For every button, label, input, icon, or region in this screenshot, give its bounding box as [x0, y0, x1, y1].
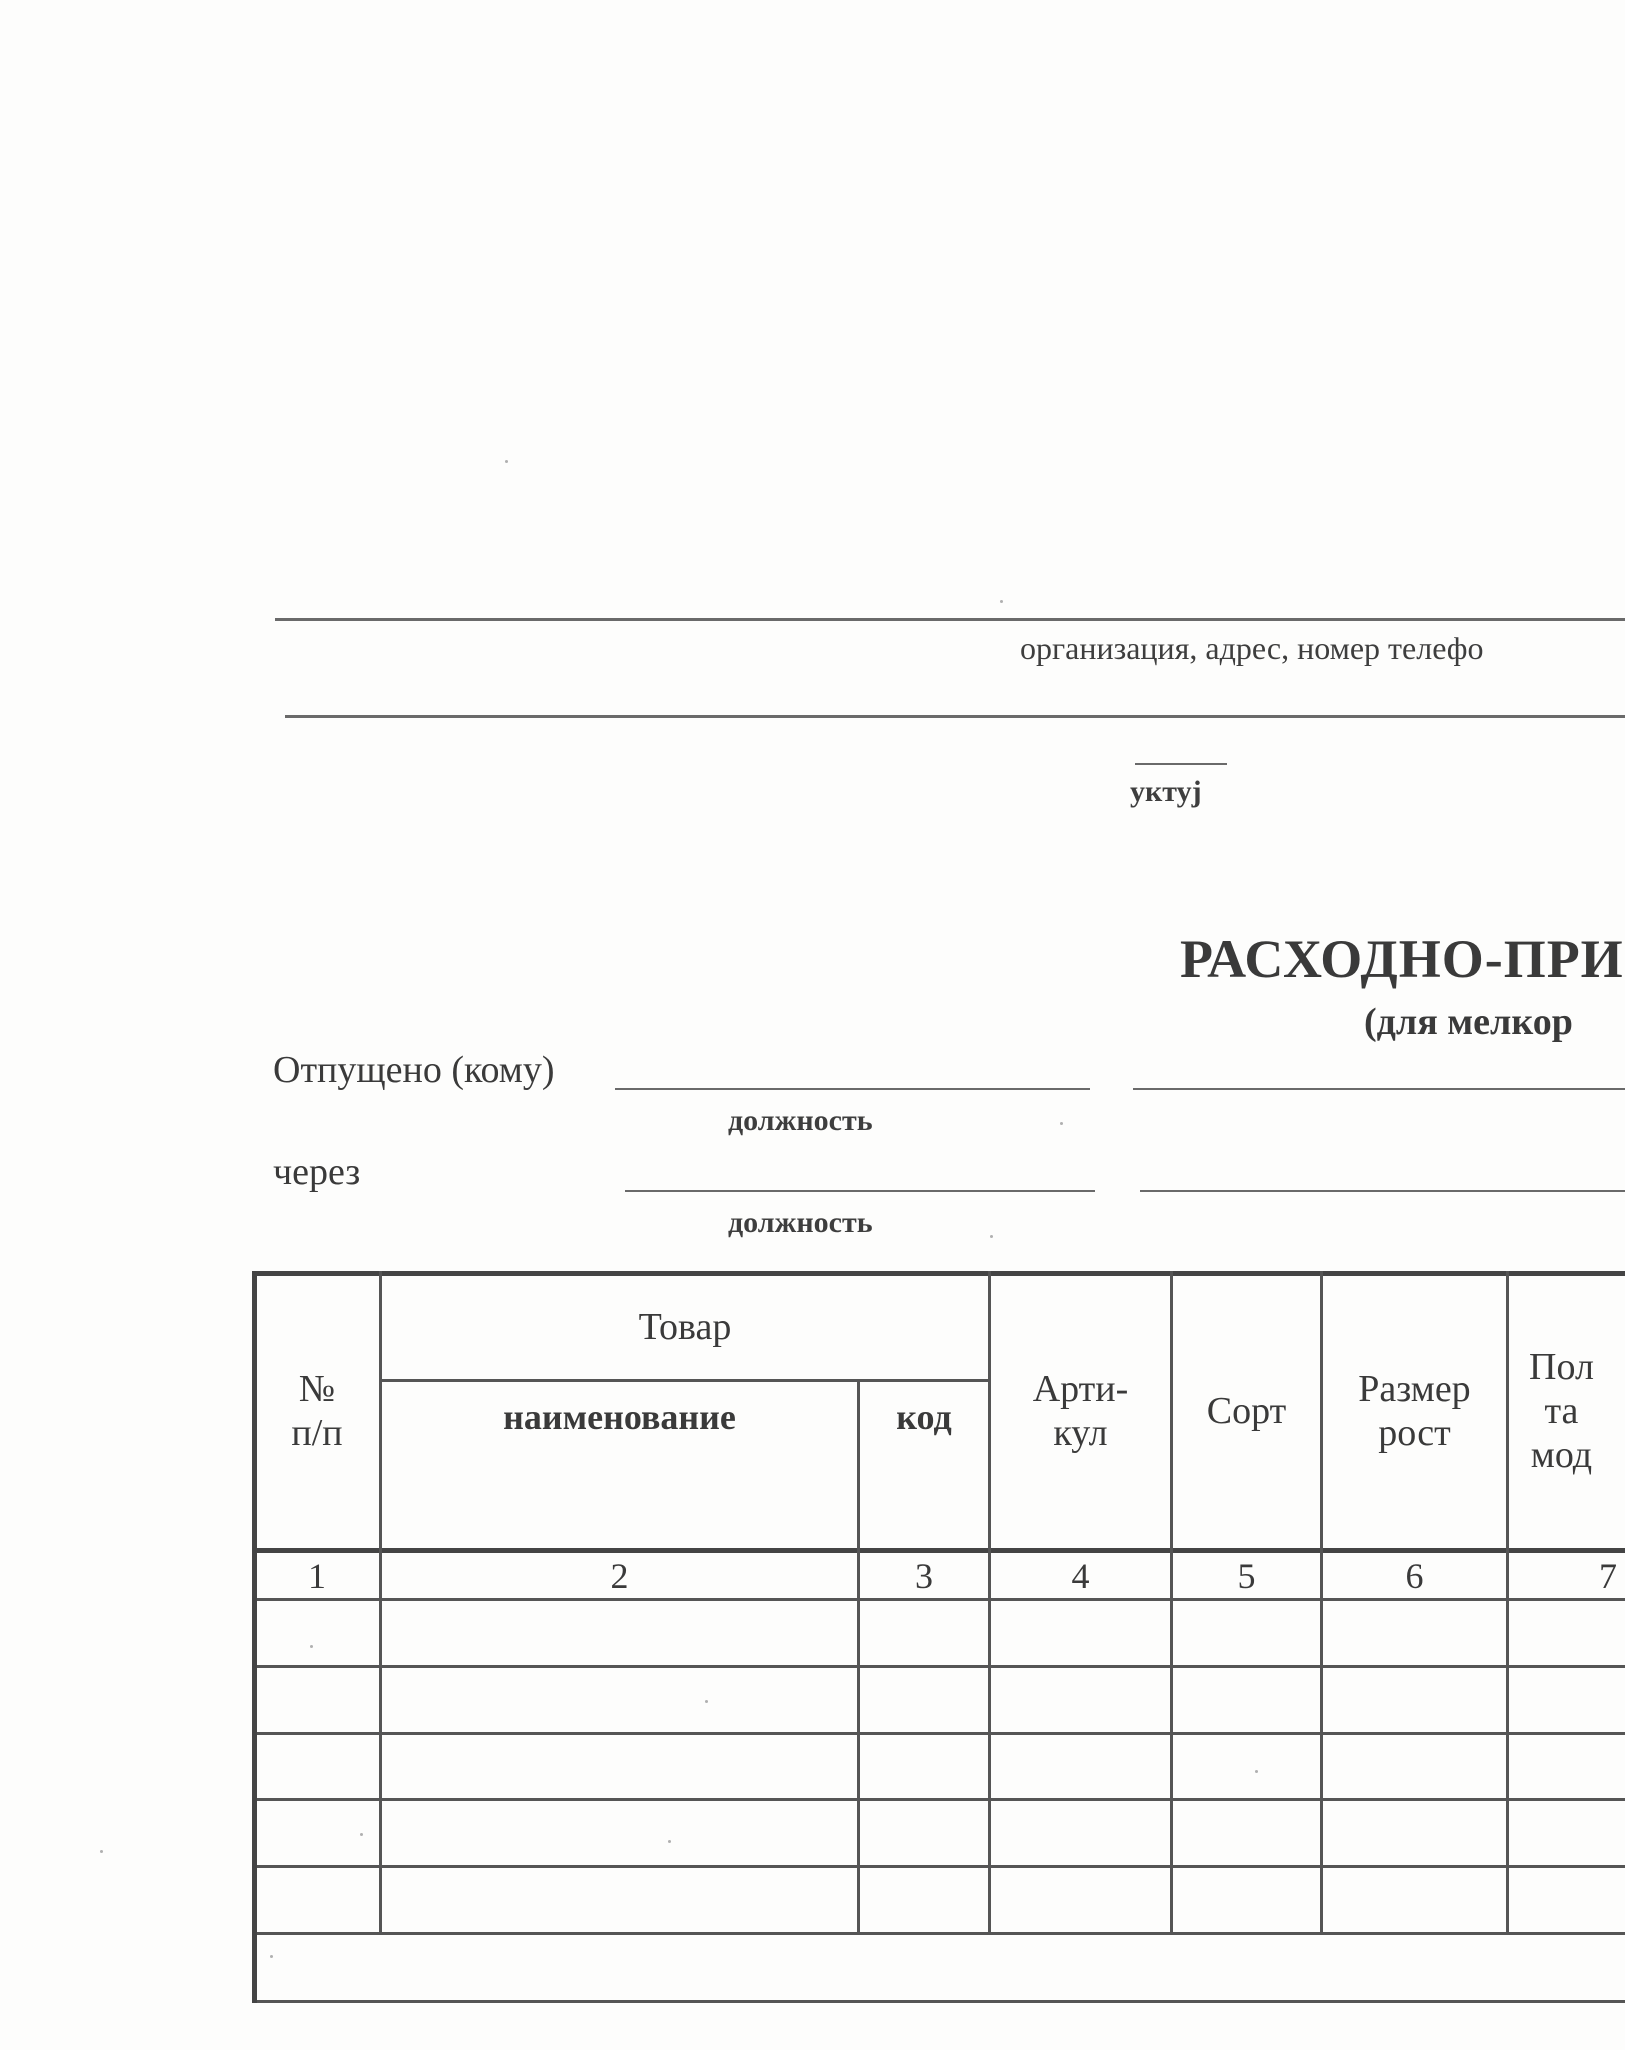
header-grade: [1173, 1274, 1320, 1548]
scan-speck: [705, 1700, 708, 1703]
header-num-text: № п/п: [291, 1368, 343, 1454]
header-code-text: код: [896, 1397, 952, 1437]
col-number-1: 1: [308, 1555, 326, 1596]
header-article: [991, 1274, 1170, 1548]
header-name: [382, 1382, 857, 1452]
header-col7: [1509, 1274, 1625, 1548]
scan-speck: [1000, 600, 1003, 603]
col-number-3: 3: [915, 1555, 933, 1596]
through-position-line[interactable]: [625, 1190, 1095, 1192]
scan-speck: [1255, 1770, 1258, 1773]
scan-speck: [360, 1833, 363, 1836]
scan-speck: [100, 1850, 103, 1853]
col-number-2: 2: [610, 1555, 629, 1596]
document-subtitle: (для мелкор: [1364, 1001, 1573, 1043]
org-caption: организация, адрес, номер телефо: [1020, 630, 1484, 666]
scan-speck: [310, 1645, 313, 1648]
document-title: РАСХОДНО-ПРИ: [1180, 929, 1624, 989]
scan-speck: [990, 1235, 993, 1238]
table-row[interactable]: [255, 1801, 1625, 1865]
table-row[interactable]: [255, 1601, 1625, 1665]
table-row[interactable]: [255, 1735, 1625, 1798]
structure-line: [1135, 763, 1227, 765]
position-caption-2: должность: [728, 1206, 873, 1239]
org-line-2: [285, 715, 1625, 718]
scan-speck: [668, 1840, 671, 1843]
scan-speck: [1060, 1122, 1063, 1125]
table-total-row[interactable]: [255, 1935, 1625, 2000]
header-goods-group: [382, 1274, 988, 1379]
table-row[interactable]: [255, 1868, 1625, 1932]
col-number-6: 6: [1405, 1555, 1424, 1596]
header-col7-text: Пол та мод: [1529, 1346, 1594, 1476]
through-label: через: [273, 1151, 361, 1193]
through-name-line[interactable]: [1140, 1190, 1625, 1192]
header-grade-text: Сорт: [1206, 1390, 1287, 1432]
org-line: [275, 618, 1625, 621]
scan-speck: [270, 1955, 273, 1958]
scan-speck: [505, 460, 508, 463]
table-bottom-border: [252, 2000, 1625, 2003]
released-to-position-line[interactable]: [615, 1088, 1090, 1090]
released-to-label: Отпущено (кому): [273, 1049, 555, 1091]
header-num: [255, 1274, 379, 1548]
col-number-7: 7: [1599, 1555, 1617, 1596]
structure-caption: уктуј: [1130, 775, 1202, 808]
header-size: [1323, 1274, 1506, 1548]
header-size-text: Размер рост: [1358, 1368, 1471, 1454]
col-number-5: 5: [1237, 1555, 1256, 1596]
header-code: [860, 1382, 988, 1452]
header-name-text: наименование: [503, 1397, 736, 1437]
col-number-4: 4: [1071, 1555, 1090, 1596]
header-goods-group-text: Товар: [638, 1305, 732, 1348]
position-caption-1: должность: [728, 1104, 873, 1137]
released-to-name-line[interactable]: [1133, 1088, 1625, 1090]
header-article-text: Арти- кул: [1032, 1368, 1129, 1454]
table-row[interactable]: [255, 1668, 1625, 1732]
